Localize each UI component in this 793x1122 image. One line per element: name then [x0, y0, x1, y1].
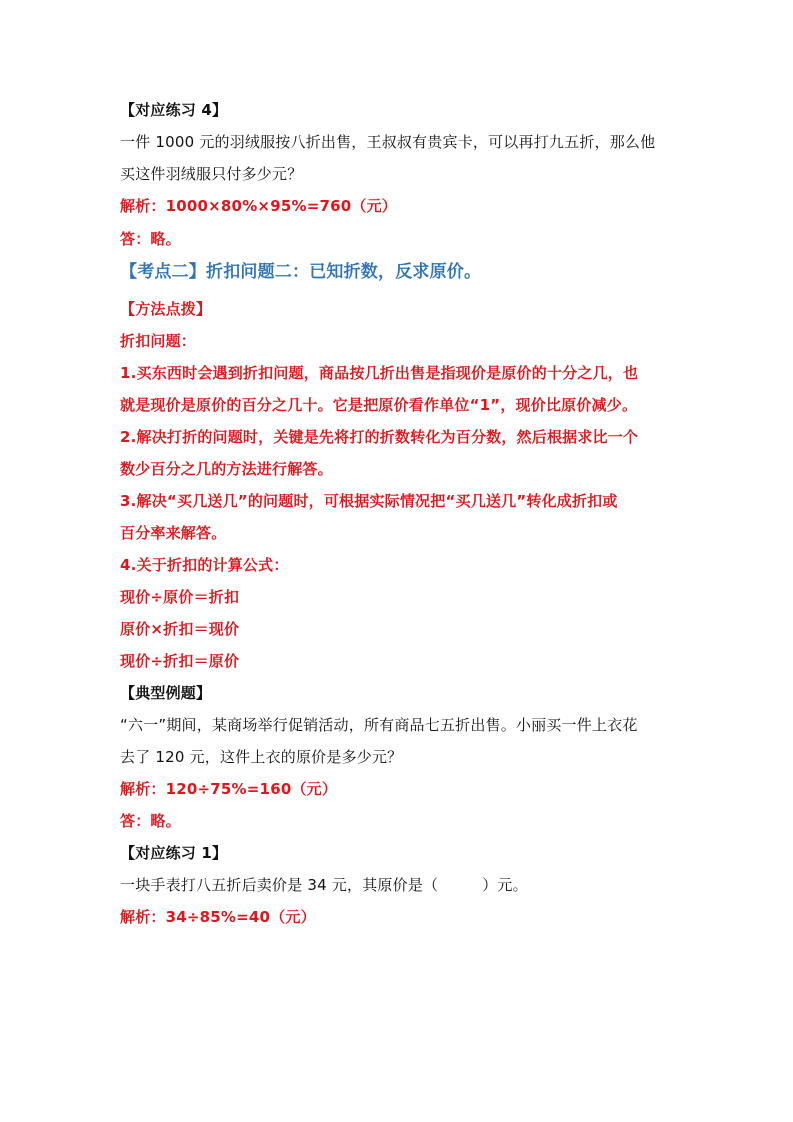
method-point-line: 百分率来解答。 [120, 524, 227, 542]
section-title: 【考点二】折扣问题二：已知折数，反求原价。 [120, 262, 482, 282]
example-solution: 解析：120÷75%=160（元） [120, 780, 338, 798]
formula: 现价÷折扣＝原价 [120, 652, 240, 670]
practice-4-question-line-2: 买这件羽绒服只付多少元？ [120, 165, 303, 183]
practice-4-answer: 答：略。 [120, 230, 181, 248]
method-point-line: 就是现价是原价的百分之几十。它是把原价看作单位“1”，现价比原价减少。 [120, 396, 638, 414]
practice-1-solution: 解析：34÷85%=40（元） [120, 908, 316, 926]
method-point-line: 3.解决“买几送几”的问题时，可根据实际情况把“买几送几”转化成折扣或 [120, 492, 618, 510]
practice-4-solution: 解析：1000×80%×95%=760（元） [120, 197, 397, 215]
practice-1-heading: 【对应练习 1】 [120, 844, 228, 862]
example-question-line-2: 去了 120 元，这件上衣的原价是多少元？ [120, 748, 403, 766]
method-point-line: 4.关于折扣的计算公式： [120, 556, 289, 574]
example-answer: 答：略。 [120, 812, 181, 830]
practice-1-question-end: ）元。 [482, 876, 528, 894]
method-point-line: 1.买东西时会遇到折扣问题，商品按几折出售是指现价是原价的十分之几，也 [120, 364, 639, 382]
formula: 现价÷原价＝折扣 [120, 588, 240, 606]
example-heading: 【典型例题】 [120, 684, 212, 702]
practice-1-question-start: 一块手表打八五折后卖价是 34 元，其原价是（ [120, 876, 439, 894]
example-question-line-1: “六一”期间，某商场举行促销活动，所有商品七五折出售。小丽买一件上衣花 [120, 716, 638, 734]
practice-1-question [120, 874, 528, 896]
method-point-line: 2.解决打折的问题时，关键是先将打的折数转化为百分数，然后根据求比一个 [120, 428, 639, 446]
practice-4-heading: 【对应练习 4】 [120, 101, 228, 119]
topic-label: 折扣问题： [120, 332, 197, 350]
practice-4-question-line-1: 一件 1000 元的羽绒服按八折出售，王叔叔有贵宾卡，可以再打九五折，那么他 [120, 133, 656, 151]
formula: 原价×折扣＝现价 [120, 620, 240, 638]
method-heading: 【方法点拨】 [120, 300, 212, 318]
method-point-line: 数少百分之几的方法进行解答。 [120, 460, 333, 478]
